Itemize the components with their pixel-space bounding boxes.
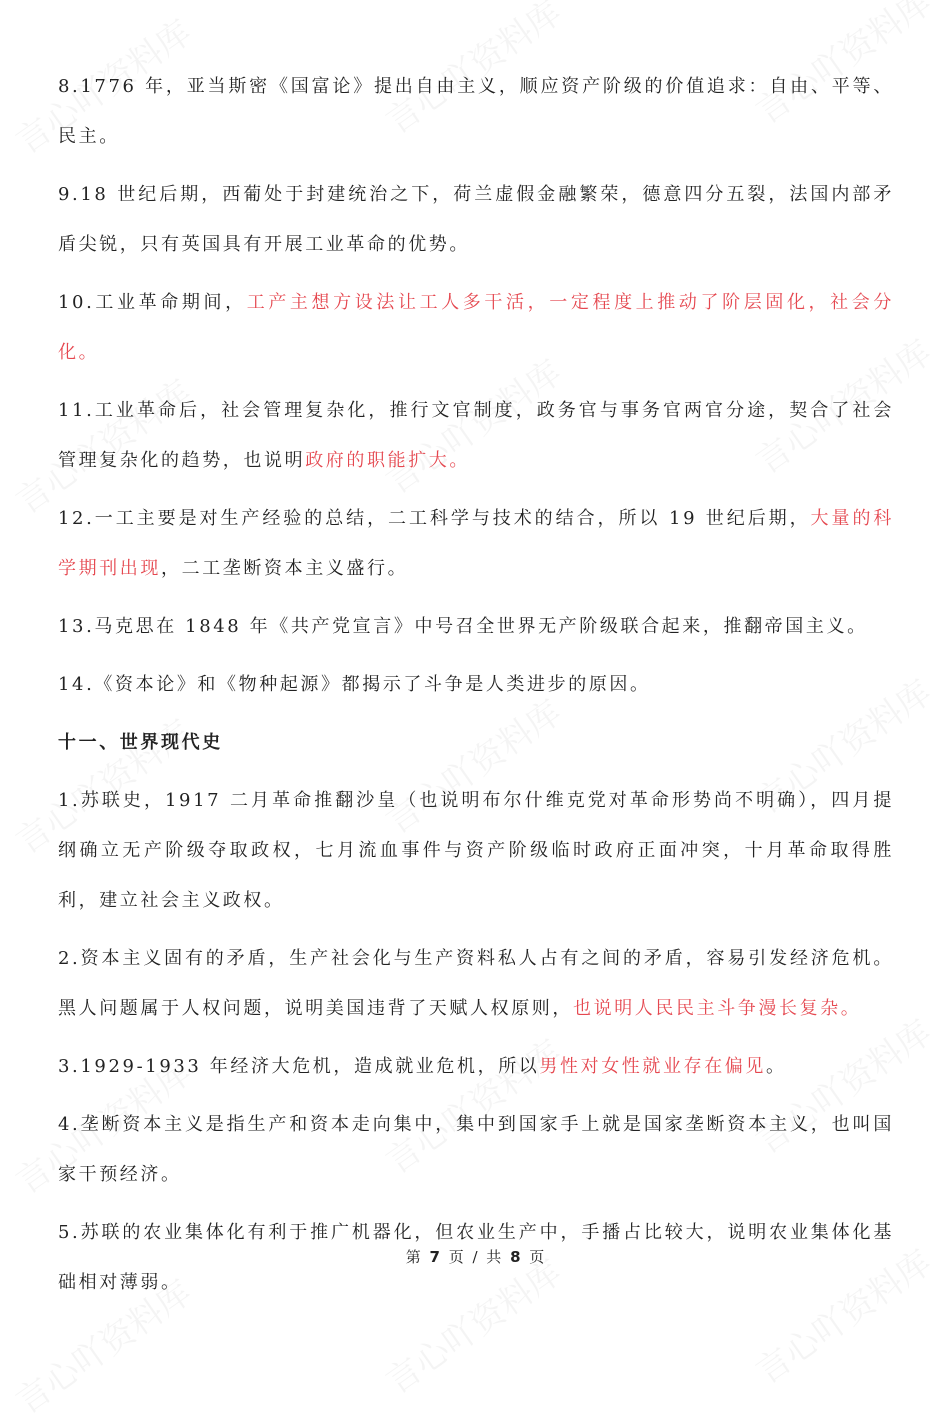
highlighted-text: 男性对女性就业存在偏见 — [539, 1056, 767, 1077]
total-pages: 8 — [510, 1248, 523, 1266]
text-segment: ，二工垄断资本主义盛行。 — [161, 558, 409, 579]
highlighted-text: 政府的职能扩大。 — [305, 450, 471, 471]
text-segment: 12.一工主要是对生产经验的总结，二工科学与技术的结合，所以 19 世纪后期， — [58, 508, 811, 529]
footer-middle: 页 / 共 — [448, 1248, 504, 1266]
paragraph — [58, 494, 894, 594]
paragraph — [58, 776, 894, 926]
highlighted-text: 工产主想方设法让工人多干活，一定程度上推动了阶层固化，社会分化。 — [58, 292, 894, 363]
text-segment: 5.苏联的农业集体化有利于推广机器化，但农业生产中，手播占比较大，说明农业集体化基础相对薄弱。 — [58, 1222, 894, 1293]
current-page: 7 — [429, 1248, 442, 1266]
text-segment: 3.1929-1933 年经济大危机，造成就业危机，所以 — [58, 1056, 540, 1077]
text-segment: 4.垄断资本主义是指生产和资本走向集中，集中到国家手上就是国家垄断资本主义，也叫国家干预经济。 — [58, 1114, 894, 1185]
text-segment: 8.1776 年，亚当斯密《国富论》提出自由主义，顺应资产阶级的价值追求：自由、平等、民主。 — [58, 76, 894, 147]
text-segment: 1.苏联史，1917 二月革命推翻沙皇（也说明布尔什维克党对革命形势尚不明确），四月提纲确立无产阶级夺取政权，七月流血事件与资产阶级临时政府正面冲突，十月革命取得胜利，建立社会主义政权。 — [58, 790, 894, 911]
document-body — [58, 62, 894, 1316]
paragraph — [58, 62, 894, 162]
text-segment: 10.工业革命期间， — [58, 292, 247, 313]
text-segment: 14.《资本论》和《物种起源》都揭示了斗争是人类进步的原因。 — [58, 674, 651, 695]
paragraph — [58, 660, 894, 710]
paragraph — [58, 170, 894, 270]
text-segment: 。 — [766, 1056, 787, 1077]
highlighted-text: 也说明人民民主斗争漫长复杂。 — [573, 998, 862, 1019]
paragraph — [58, 1042, 894, 1092]
paragraph — [58, 934, 894, 1034]
footer-suffix: 页 — [529, 1248, 547, 1266]
text-segment: 9.18 世纪后期，西葡处于封建统治之下，荷兰虚假金融繁荣，德意四分五裂，法国内部矛盾尖锐，只有英国具有开展工业革命的优势。 — [58, 184, 894, 255]
paragraph — [58, 386, 894, 486]
paragraph — [58, 1100, 894, 1200]
text-segment: 11.工业革命后，社会管理复杂化，推行文官制度，政务官与事务官两官分途，契合了社会管理复杂化的趋势，也说明 — [58, 400, 894, 471]
paragraph — [58, 602, 894, 652]
highlighted-text: 大量的科学期刊出现 — [58, 508, 894, 579]
section-heading — [58, 718, 894, 768]
paragraph — [58, 278, 894, 378]
page-footer — [0, 1246, 952, 1267]
text-segment: 13.马克思在 1848 年《共产党宣言》中号召全世界无产阶级联合起来，推翻帝国主义。 — [58, 616, 868, 637]
text-segment: 2.资本主义固有的矛盾，生产社会化与生产资料私人占有之间的矛盾，容易引发经济危机。黑人问题属于人权问题，说明美国违背了天赋人权原则， — [58, 948, 894, 1019]
text-segment: 十一、世界现代史 — [58, 732, 223, 753]
footer-prefix: 第 — [405, 1248, 423, 1266]
